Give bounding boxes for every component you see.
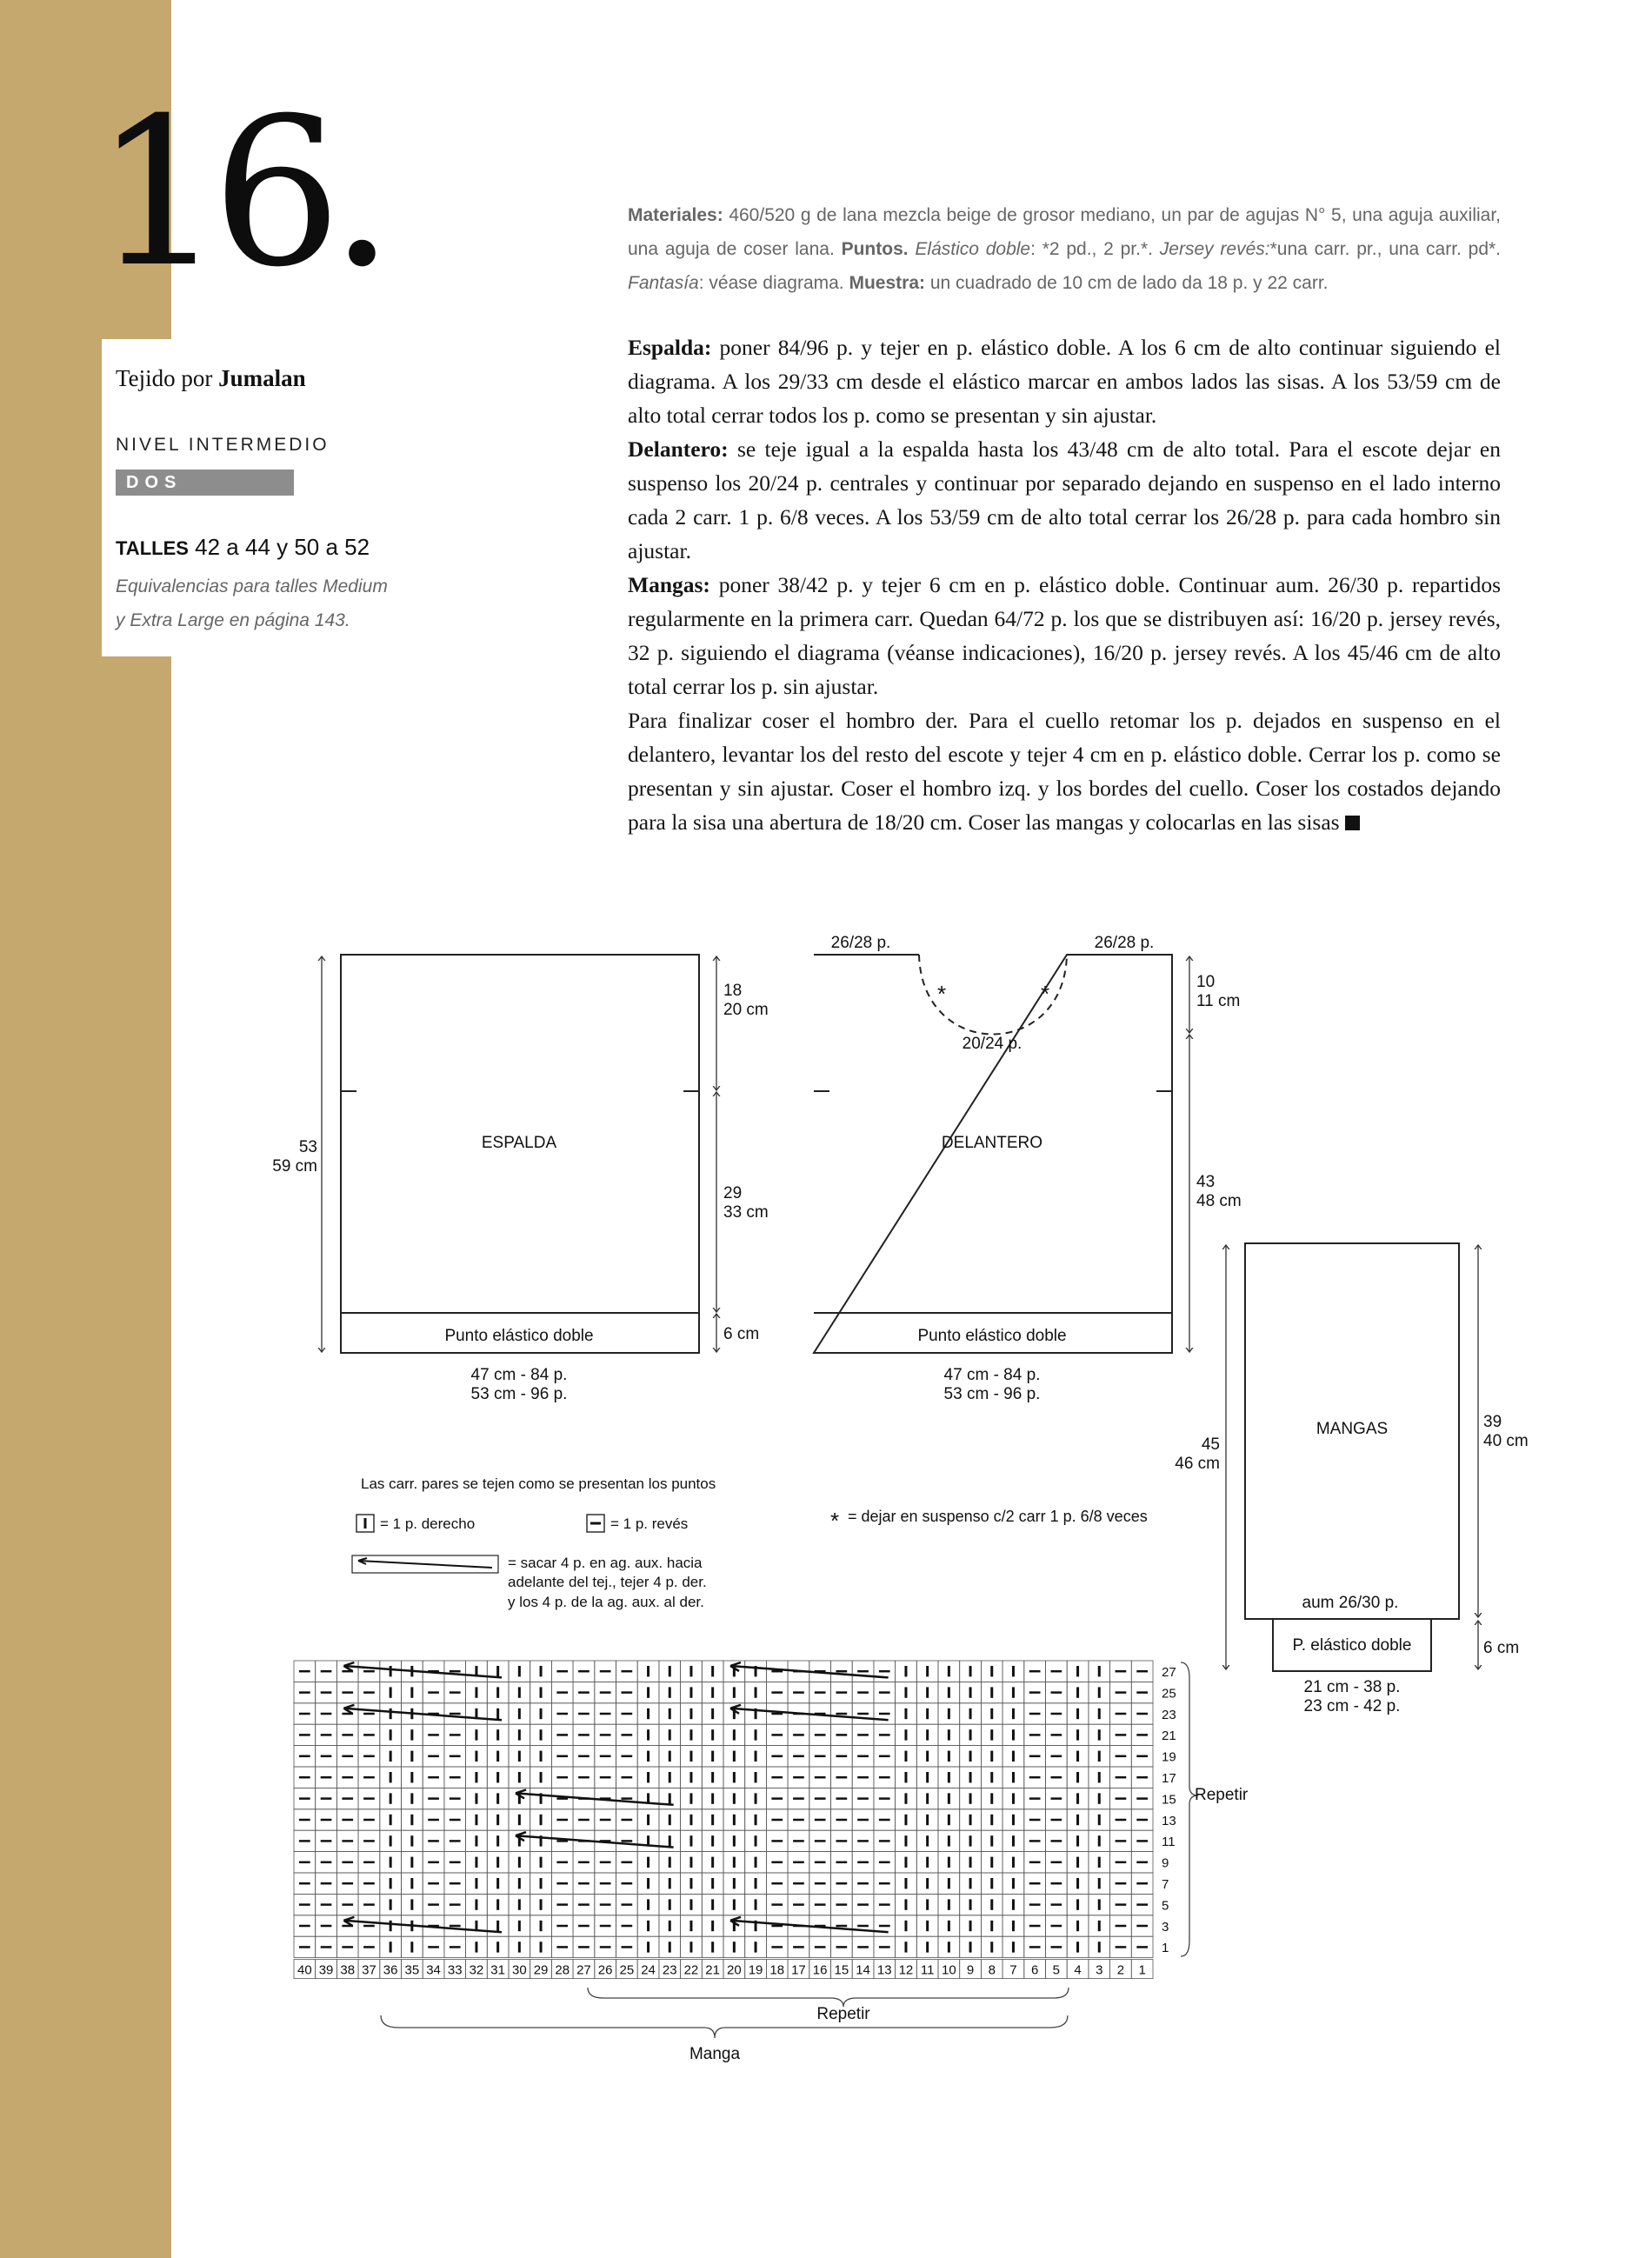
chart-col-number: 17 <box>791 1962 806 1978</box>
espalda-width-1: 47 cm - 84 p. <box>470 1366 568 1384</box>
chart-row-number: 9 <box>1162 1855 1169 1871</box>
espalda-h1b: 20 cm <box>723 1001 769 1019</box>
legend-knit: = 1 p. derecho <box>380 1515 476 1532</box>
sleeve-label: Manga <box>689 2045 741 2063</box>
chart-col-number: 14 <box>856 1962 870 1978</box>
mangas-width-1: 21 cm - 38 p. <box>1303 1678 1401 1696</box>
delantero-width-2: 53 cm - 96 p. <box>943 1385 1041 1403</box>
chart-col-number: 39 <box>318 1962 334 1978</box>
chart-col-number: 10 <box>942 1962 956 1978</box>
right-shoulder: 26/28 p. <box>1094 934 1155 952</box>
chart-row-number: 17 <box>1162 1771 1176 1786</box>
left-shoulder: 26/28 p. <box>830 934 891 952</box>
credit-prefix: Tejido por <box>116 365 213 391</box>
chart-col-number: 18 <box>769 1962 785 1978</box>
equivalence-line-2: y Extra Large en página 143. <box>116 610 350 630</box>
legend-purl: = 1 p. revés <box>610 1515 689 1532</box>
espalda-h2b: 33 cm <box>723 1203 769 1222</box>
technique-badge: DOS AGUJAS <box>116 470 294 496</box>
jersey-text: *una carr. pr., una carr. pd*. <box>1269 239 1502 259</box>
chart-col-number: 11 <box>920 1962 935 1978</box>
chart-col-number: 9 <box>966 1962 975 1978</box>
chart-col-number: 32 <box>469 1962 484 1978</box>
chart-col-number: 5 <box>1052 1962 1061 1978</box>
chart-col-number: 31 <box>490 1962 505 1978</box>
delantero-label: Delantero: <box>628 436 729 462</box>
espalda-text: poner 84/96 p. y tejer en p. elástico doble. A los 6 cm de alto continuar siguiendo el diagrama. A los 29/33 cm desde el elástico marcar en ambos lados las sisas. A los 53/59 cm de alto total cerrar todos los p. como se presentan y sin ajustar. <box>628 335 1501 428</box>
legend-rows-note: Las carr. pares se tejen como se presentan los puntos <box>361 1475 716 1492</box>
chart-col-number: 8 <box>988 1962 996 1978</box>
espalda-title: ESPALDA <box>481 1134 557 1152</box>
chart-col-number: 28 <box>555 1962 570 1978</box>
mangas-text: poner 38/42 p. y tejer 6 cm en p. elástico doble. Continuar aum. 26/30 p. repartidos regularmente en la primera carr. Quedan 64/72 p. los que se distribuyen así: 16/20 p. jersey revés, 32 p. siguiendo el diagrama (véanse indicaciones), 16/20 p. jersey revés. A los 45/46 cm de alto total cerrar los p. sin ajustar. <box>628 572 1501 699</box>
chart-row-number: 1 <box>1162 1941 1169 1956</box>
sizes-label: TALLES <box>116 537 189 559</box>
delantero-ribbing: Punto elástico doble <box>917 1327 1067 1345</box>
puntos-label: Puntos. <box>841 239 909 259</box>
chart-col-number: 35 <box>404 1962 420 1978</box>
legend-cable-3: y los 4 p. de la ag. aux. al der. <box>508 1594 704 1610</box>
mangas-width-2: 23 cm - 42 p. <box>1303 1697 1401 1715</box>
chart-col-number: 33 <box>447 1962 463 1978</box>
star-right: * <box>1040 981 1050 1007</box>
materiales-label: Materiales: <box>628 205 723 225</box>
chart-row-number: 11 <box>1162 1835 1176 1850</box>
chart-row-number: 7 <box>1162 1877 1169 1892</box>
chart-col-number: 2 <box>1116 1962 1125 1978</box>
elastico-label: Elástico doble <box>915 239 1031 259</box>
fantasia-text: : véase diagrama. <box>698 273 849 293</box>
materiales-text: 460/520 g de lana mezcla beige de grosor mediano, un par de agujas N° 5, una aguja auxiliar, una aguja de coser lana. <box>628 205 1501 259</box>
chart-col-number: 40 <box>297 1962 312 1978</box>
difficulty-level: NIVEL INTERMEDIO <box>116 435 330 455</box>
chart-col-number: 6 <box>1030 1962 1039 1978</box>
espalda-h3: 6 cm <box>723 1325 760 1343</box>
pattern-number: 16. <box>94 75 383 312</box>
chart-col-number: 1 <box>1138 1962 1146 1978</box>
repeat-cols-label: Repetir <box>816 2005 870 2023</box>
chart-row-number: 25 <box>1162 1686 1176 1702</box>
legend-cable-2: adelante del tej., tejer 4 p. der. <box>508 1574 707 1590</box>
chart-col-number: 38 <box>340 1962 356 1978</box>
legend-cable-1: = sacar 4 p. en ag. aux. hacia <box>508 1555 703 1571</box>
espalda-ribbing: Punto elástico doble <box>444 1327 594 1345</box>
mangas-h2: 39 <box>1483 1413 1502 1431</box>
chart-col-number: 15 <box>834 1962 849 1978</box>
delantero-h1b: 11 cm <box>1196 992 1241 1010</box>
delantero-h2b: 48 cm <box>1196 1192 1242 1210</box>
espalda-label: Espalda: <box>628 335 712 360</box>
chart-col-number: 20 <box>727 1962 742 1978</box>
delantero-text: se teje igual a la espalda hasta los 43/48 cm de alto total. Para el escote dejar en suspenso los 20/24 p. centrales y continuar por separado dejando en suspenso en el lado interno cada 2 carr. 1 p. 6/8 veces. A los 53/59 cm de alto total cerrar los 26/28 p. para cada hombro sin ajustar. <box>628 436 1501 563</box>
chart-col-number: 3 <box>1096 1962 1103 1978</box>
chart-col-number: 24 <box>641 1962 656 1978</box>
chart-col-number: 13 <box>876 1962 892 1978</box>
sizes-value: 42 a 44 y 50 a 52 <box>195 534 370 560</box>
chart-col-number: 25 <box>619 1962 635 1978</box>
mangas-title: MANGAS <box>1316 1420 1389 1438</box>
delantero-width-1: 47 cm - 84 p. <box>943 1366 1041 1384</box>
chart-col-number: 16 <box>812 1962 828 1978</box>
chart-row-number: 23 <box>1162 1707 1176 1722</box>
chart-col-number: 4 <box>1074 1962 1082 1978</box>
chart-row-number: 19 <box>1162 1749 1176 1765</box>
chart-col-number: 23 <box>662 1962 677 1978</box>
espalda-h1: 18 <box>723 982 743 1000</box>
mangas-h1b: 46 cm <box>1175 1455 1220 1473</box>
star-left: * <box>936 981 947 1007</box>
mangas-h2b: 40 cm <box>1483 1432 1529 1450</box>
chart-col-number: 26 <box>597 1962 613 1978</box>
equivalence-line-1: Equivalencias para talles Medium <box>116 576 388 596</box>
espalda-outline <box>341 955 699 1353</box>
delantero-outline <box>814 955 1172 1353</box>
chart-col-number: 12 <box>898 1962 914 1978</box>
delantero-title: DELANTERO <box>941 1134 1043 1152</box>
legend-star-note: = dejar en suspenso c/2 carr 1 p. 6/8 veces <box>848 1508 1148 1525</box>
chart-col-number: 21 <box>705 1962 720 1978</box>
fantasia-label: Fantasía <box>628 273 699 293</box>
chart-col-number: 19 <box>748 1962 763 1978</box>
legend-star: * <box>830 1508 840 1534</box>
muestra-text: un cuadrado de 10 cm de lado da 18 p. y 22 carr. <box>925 273 1329 293</box>
chart-col-number: 36 <box>383 1962 398 1978</box>
mangas-h1: 45 <box>1201 1435 1220 1454</box>
chart-row-number: 5 <box>1162 1898 1169 1914</box>
mangas-rib: P. elástico doble <box>1292 1636 1412 1655</box>
espalda-total-b: 59 cm <box>272 1157 317 1176</box>
chart-row-number: 27 <box>1162 1665 1176 1680</box>
neck-stitches: 20/24 p. <box>962 1035 1023 1053</box>
chart-row-number: 3 <box>1162 1919 1169 1935</box>
mangas-h3: 6 cm <box>1483 1639 1520 1657</box>
espalda-width-2: 53 cm - 96 p. <box>470 1385 568 1403</box>
chart-col-number: 30 <box>512 1962 527 1978</box>
stitch-chart <box>294 1661 1176 1979</box>
jersey-label: Jersey revés: <box>1159 239 1270 259</box>
chart-col-number: 7 <box>1009 1962 1017 1978</box>
chart-col-number: 29 <box>533 1962 549 1978</box>
espalda-h2: 29 <box>723 1184 743 1202</box>
mangas-label: Mangas: <box>628 572 710 597</box>
credit-name: Jumalan <box>218 365 306 391</box>
delantero-h1: 10 <box>1196 973 1216 991</box>
chart-row-number: 15 <box>1162 1792 1176 1808</box>
chart-col-number: 22 <box>683 1962 699 1978</box>
chart-col-number: 37 <box>362 1962 376 1978</box>
espalda-total: 53 <box>298 1138 317 1156</box>
delantero-h2: 43 <box>1196 1173 1216 1191</box>
chart-row-number: 21 <box>1162 1728 1176 1744</box>
chart-col-number: 34 <box>426 1962 441 1978</box>
elastico-text: : *2 pd., 2 pr.*. <box>1030 239 1160 259</box>
muestra-label: Muestra: <box>849 273 926 293</box>
chart-col-number: 27 <box>576 1962 591 1978</box>
mangas-increase: aum 26/30 p. <box>1302 1594 1399 1612</box>
repeat-rows-label: Repetir <box>1195 1786 1249 1804</box>
finish-text: Para finalizar coser el hombro der. Para el cuello retomar los p. dejados en suspenso en el delantero, levantar los del resto del escote y tejer 4 cm en p. elástico doble. Cerrar los p. como se presentan y sin ajustar. Coser el hombro izq. y los bordes del cuello. Coser los costados dejando para la sisa una abertura de 18/20 cm. Coser las mangas y colocarlas en las sisas <box>628 708 1501 835</box>
chart-row-number: 13 <box>1162 1813 1176 1828</box>
